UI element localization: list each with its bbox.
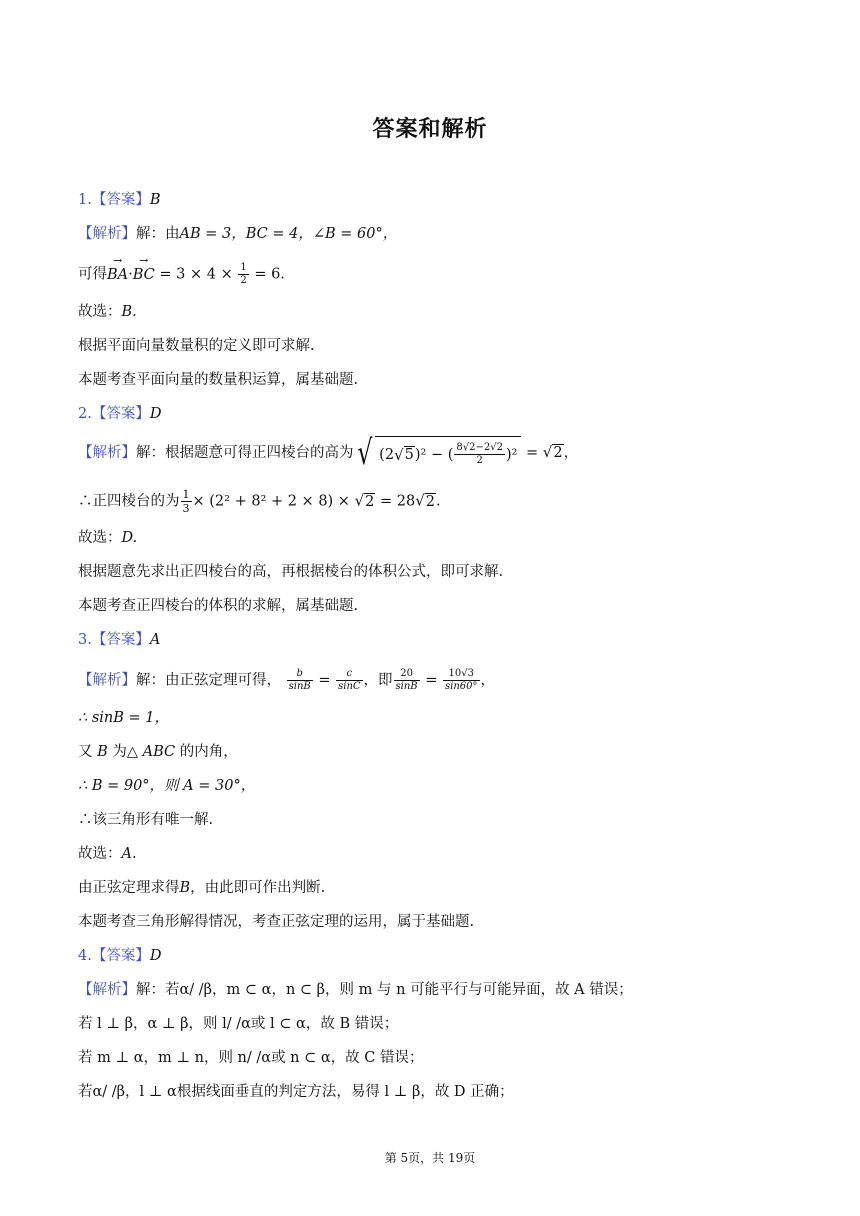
- q2-answer-line: [78, 404, 161, 424]
- q2-math: .: [436, 493, 441, 510]
- q2-analysis-line1: 【解析】解：根据题意可得正四棱台的高为 √ (2 √ 5 )² − ( $\frac{8√2-2√2}{2}$ )² = √2，: [78, 433, 579, 473]
- q3-angle-line: [78, 742, 238, 762]
- q1-choice-line: [78, 302, 137, 322]
- q3-choice: A.: [121, 846, 137, 862]
- fraction-20-over-sinb: [394, 668, 420, 693]
- q2-math: )²: [505, 446, 518, 463]
- q2-number: 2.: [78, 406, 92, 422]
- q3-analysis-line1: [78, 668, 495, 693]
- q3-analysis-tag: 【解析】: [78, 672, 136, 689]
- q3-math: ABC: [142, 744, 176, 760]
- q1-text: 故选：: [78, 304, 122, 320]
- fraction-one-third: [181, 488, 192, 515]
- fraction-denominator: 2: [476, 455, 483, 466]
- fraction-denominator: sinB: [395, 681, 418, 692]
- q4-analysis-line3: 若 m ⊥ α，m ⊥ n，则 n/ /α或 n ⊂ α，故 C 错误；: [78, 1050, 424, 1066]
- q3-text: 解：由正弦定理可得，: [136, 672, 281, 689]
- page-footer: 第 5页，共 19页: [384, 1151, 476, 1165]
- q2-analysis-line2: ∴正四棱台的为 $\frac{1}{3}$ × (2² + 8² + 2 × 8) × √2 = 28√2.: [78, 488, 441, 515]
- q3-answer-line: [78, 630, 160, 650]
- q3-text: ，即: [363, 672, 393, 689]
- q4-text: 解：若α/ /β，m ⊂ α，n ⊂ β，则 m 与 n 可能平行与可能异面，故 A 错误；: [136, 982, 633, 998]
- q3-answer-tag: 【答案】: [91, 632, 150, 648]
- fraction-numerator: 8√2−2√2: [456, 442, 503, 453]
- equals-sign: =: [425, 672, 438, 689]
- q3-sinb-line: ∴ sinB = 1，: [78, 710, 170, 726]
- q4-analysis-line4: 若α/ /β，l ⊥ α根据线面垂直的判定方法，易得 l ⊥ β，故 D 正确；: [78, 1084, 514, 1100]
- q2-math: ，: [563, 445, 579, 461]
- fraction-one-half: [238, 262, 248, 287]
- q4-number: 4.: [78, 948, 92, 964]
- fraction-numerator: 10√3: [443, 668, 480, 681]
- q2-summary-line: 本题考查正四棱台的体积的求解，属基础题.: [78, 598, 359, 614]
- q1-answer-line: [78, 190, 161, 210]
- q1-analysis-tag: 【解析】: [78, 226, 136, 242]
- q3-number: 3.: [78, 632, 92, 648]
- q3-unique-line: ∴该三角形有唯一解.: [78, 812, 214, 828]
- fraction-denominator: 2: [240, 275, 247, 286]
- vector-bc: → BC: [133, 265, 155, 285]
- page-title: 答案和解析: [372, 117, 488, 142]
- q3-math: B: [97, 744, 108, 760]
- q1-analysis-line2: [78, 262, 285, 287]
- q1-math: AB = 3，BC = 4，∠B = 60°，: [179, 226, 398, 242]
- equals-sign: =: [318, 672, 331, 689]
- square-root-expression: √ (2 √ 5 )² − ( $\frac{8√2-2√2}{2}$ )²: [354, 436, 522, 470]
- q1-math: = 3 × 4 ×: [154, 266, 233, 283]
- fraction-numerator: c: [336, 668, 362, 681]
- q2-math: (2: [379, 446, 395, 463]
- q2-answer-tag: 【答案】: [91, 406, 150, 422]
- q3-text: ，: [480, 672, 496, 689]
- q1-number: 1.: [78, 192, 92, 208]
- q2-math: =: [521, 445, 543, 461]
- q1-answer: B: [149, 192, 161, 208]
- q1-answer-tag: 【答案】: [91, 192, 150, 208]
- fraction-numerator: 20: [394, 668, 420, 681]
- fraction-c-over-sinc: [336, 668, 362, 693]
- q3-text: 由正弦定理求得: [78, 880, 180, 896]
- sqrt-five: 5: [404, 447, 414, 463]
- q1-choice: B.: [121, 304, 137, 320]
- q1-summary-line: 本题考查平面向量的数量积运算，属基础题.: [78, 372, 359, 388]
- q1-text: 可得: [78, 266, 107, 283]
- q4-answer-line: [78, 946, 161, 966]
- q2-answer: D: [149, 406, 162, 422]
- q1-method-line: 根据平面向量数量积的定义即可求解.: [78, 338, 315, 354]
- dot-operator: ·: [128, 266, 133, 283]
- q3-text: 又: [78, 744, 93, 760]
- q2-choice: D.: [121, 530, 138, 546]
- q3-math: B: [179, 880, 191, 896]
- q1-analysis-line1: [78, 224, 397, 244]
- q4-answer: D: [149, 948, 162, 964]
- q3-text: 故选：: [78, 846, 122, 862]
- q4-answer-tag: 【答案】: [91, 948, 150, 964]
- vector-ba: → BA: [107, 265, 128, 285]
- fraction-denominator: sinB: [288, 681, 311, 692]
- fraction-numerator: b: [287, 668, 313, 681]
- q1-text: 解：由: [136, 226, 180, 242]
- q2-text: 故选：: [78, 530, 122, 546]
- fraction-height-diff: [454, 442, 505, 467]
- sqrt-two: 2: [553, 445, 563, 461]
- fraction-numerator: 1: [182, 488, 190, 501]
- q3-answer: A: [149, 632, 161, 648]
- q4-analysis-tag: 【解析】: [78, 982, 136, 998]
- fraction-10root3-over-sin60: [443, 668, 480, 693]
- fraction-denominator: sinC: [338, 681, 361, 692]
- q2-analysis-tag: 【解析】: [78, 445, 136, 461]
- sqrt-two: 2: [425, 493, 435, 510]
- fraction-denominator: sin60°: [445, 681, 478, 692]
- q3-method-line: [78, 878, 325, 898]
- q4-analysis-line2: 若 l ⊥ β，α ⊥ β，则 l/ /α或 l ⊂ α，故 B 错误；: [78, 1016, 399, 1032]
- q3-text: 为△: [112, 744, 139, 760]
- fraction-denominator: 3: [182, 502, 190, 515]
- fraction-b-over-sinb: [287, 668, 313, 693]
- q2-math: )² − (: [414, 446, 454, 463]
- sqrt-two: 2: [365, 493, 375, 510]
- q3-text: ，由此即可作出判断.: [190, 880, 326, 896]
- q3-result-line: ∴ B = 90°，则 A = 30°，: [78, 778, 256, 794]
- q4-analysis-line1: [78, 980, 633, 1000]
- q3-summary-line: 本题考查三角形解得情况，考查正弦定理的运用，属于基础题.: [78, 914, 475, 930]
- q3-text: 的内角，: [179, 744, 238, 760]
- q2-method-line: 根据题意先求出正四棱台的高，再根据棱台的体积公式，即可求解.: [78, 564, 504, 580]
- q2-math: × (2² + 8² + 2 × 8) ×: [192, 493, 355, 510]
- q2-choice-line: [78, 528, 137, 548]
- fraction-numerator: 1: [240, 262, 247, 273]
- q1-math: = 6.: [254, 266, 285, 283]
- q3-choice-line: [78, 844, 137, 864]
- q2-text: ∴正四棱台的为: [78, 493, 180, 510]
- q2-math: = 28: [375, 493, 416, 510]
- q2-text: 解：根据题意可得正四棱台的高为: [136, 445, 354, 461]
